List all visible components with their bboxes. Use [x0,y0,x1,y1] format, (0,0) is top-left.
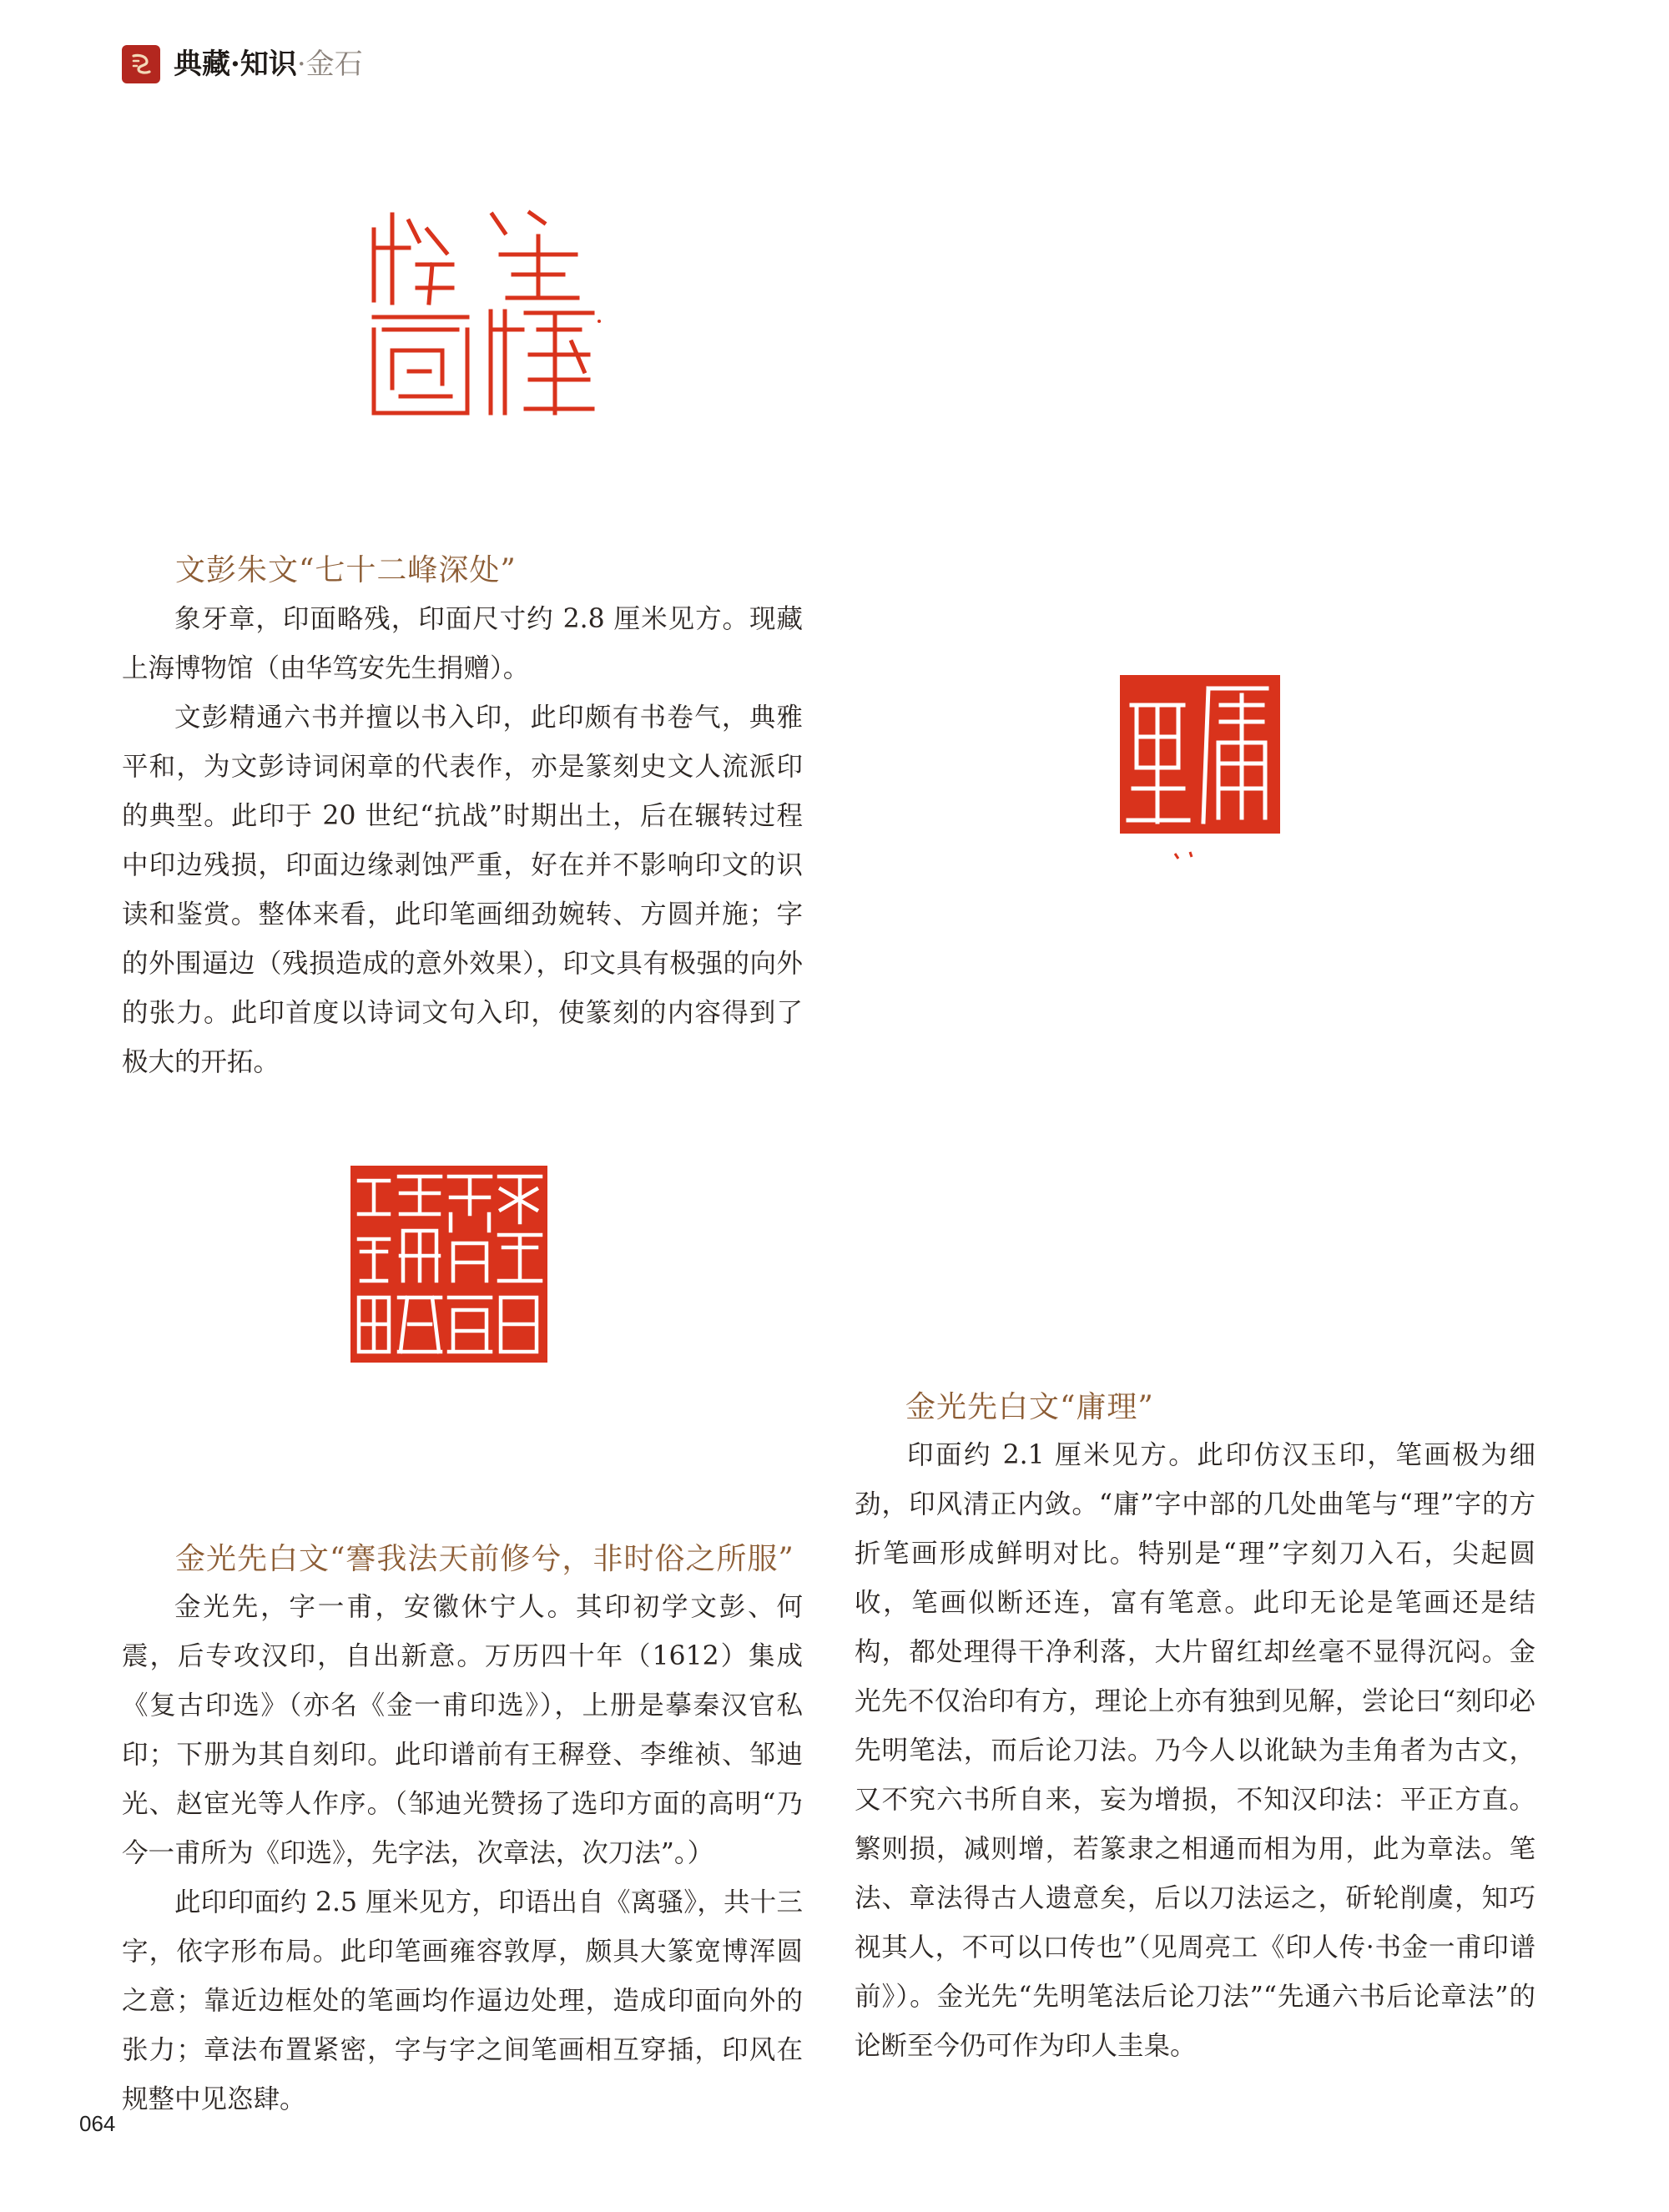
section-3-paragraph-2: 此印印面约 2.5 厘米见方，印语出自《离骚》，共十三字，依字形布局。此印笔画雍容敦厚，颇具大篆宽博浑圆之意；靠近边框处的笔画均作逼边处理，造成印面向外的张力；章法布置紧密，字与字之间笔画相互穿插，印风在规整中见恣肆。 [122,1887,803,2114]
section-3-title: 金光先白文“謇我法天前修兮，非时俗之所服” [175,1542,794,1576]
zhuwen-seal-artwork [359,204,609,426]
section-1-paragraph-2: 文彭精通六书并擅以书入印，此印颇有书卷气，典雅平和，为文彭诗词闲章的代表作，亦是篆刻史文人流派印的典型。此印于 20 世纪“抗战”时期出土，后在辗转过程中印边残损，印面边缘剥蚀严重，好在并不影响印文的识读和鉴赏。整体来看，此印笔画细劲婉转、方圆并施；字的外围逼边（残损造成的意外效果），印文具有极强的向外的张力。此印首度以诗词文句入印，使篆刻的内容得到了极大的开拓。 [122,703,803,1077]
seal-image-qishier-feng [359,204,609,426]
section-3-paragraph-1: 金光先，字一甫，安徽休宁人。其印初学文彭、何震，后专攻汉印，自出新意。万历四十年（1612）集成《复古印选》（亦名《金一甫印选》），上册是摹秦汉官私印；下册为其自刻印。此印谱前有王稺登、李维祯、邹迪光、赵宦光等人作序。（邹迪光赞扬了选印方面的高明“乃今一甫所为《印选》，先字法，次章法，次刀法”。） [122,1592,803,1868]
seal-image-jianwo-fatian [349,1164,549,1364]
header-sep-2: · [296,48,306,81]
seal-image-yongli [1117,672,1283,868]
page-number: 064 [79,2111,116,2136]
header-sep-1: · [230,48,240,81]
seal-logo-icon [129,52,154,77]
baiwen-seal-13char-artwork [349,1164,549,1364]
magazine-logo [122,45,160,83]
baiwen-seal-artwork [1117,672,1283,868]
section-1-title: 文彭朱文“七十二峰深处” [175,553,517,587]
header-breadcrumb [174,45,363,83]
section-1-paragraph-1: 象牙章，印面略残，印面尺寸约 2.8 厘米见方。现藏上海博物馆（由华笃安先生捐赠）。 [122,604,803,683]
header-part-1: 典藏 [174,48,230,81]
running-header [122,43,363,85]
header-part-3: 金石 [305,48,363,81]
header-part-2: 知识 [240,48,297,81]
section-2-title: 金光先白文“庸理” [905,1390,1154,1424]
section-2-paragraph-1: 印面约 2.1 厘米见方。此印仿汉玉印，笔画极为细劲，印风清正内敛。“庸”字中部的几处曲笔与“理”字的方折笔画形成鲜明对比。特别是“理”字刻刀入石，尖起圆收，笔画似断还连，富有笔意。此印无论是笔画还是结构，都处理得干净利落，大片留红却丝毫不显得沉闷。金光先不仅治印有方，理论上亦有独到见解，尝论曰“刻印必先明笔法，而后论刀法。乃今人以讹缺为圭角者为古文，又不究六书所自来，妄为增损，不知汉印法：平正方直。繁则损，减则增，若篆隶之相通而相为用，此为章法。笔法、章法得古人遗意矣，后以刀法运之，斫轮削虞，知巧视其人，不可以口传也”（见周亮工《印人传·书金一甫印谱前》）。金光先“先明笔法后论刀法”“先通六书后论章法”的论断至今仍可作为印人圭臬。 [855,1440,1535,2061]
